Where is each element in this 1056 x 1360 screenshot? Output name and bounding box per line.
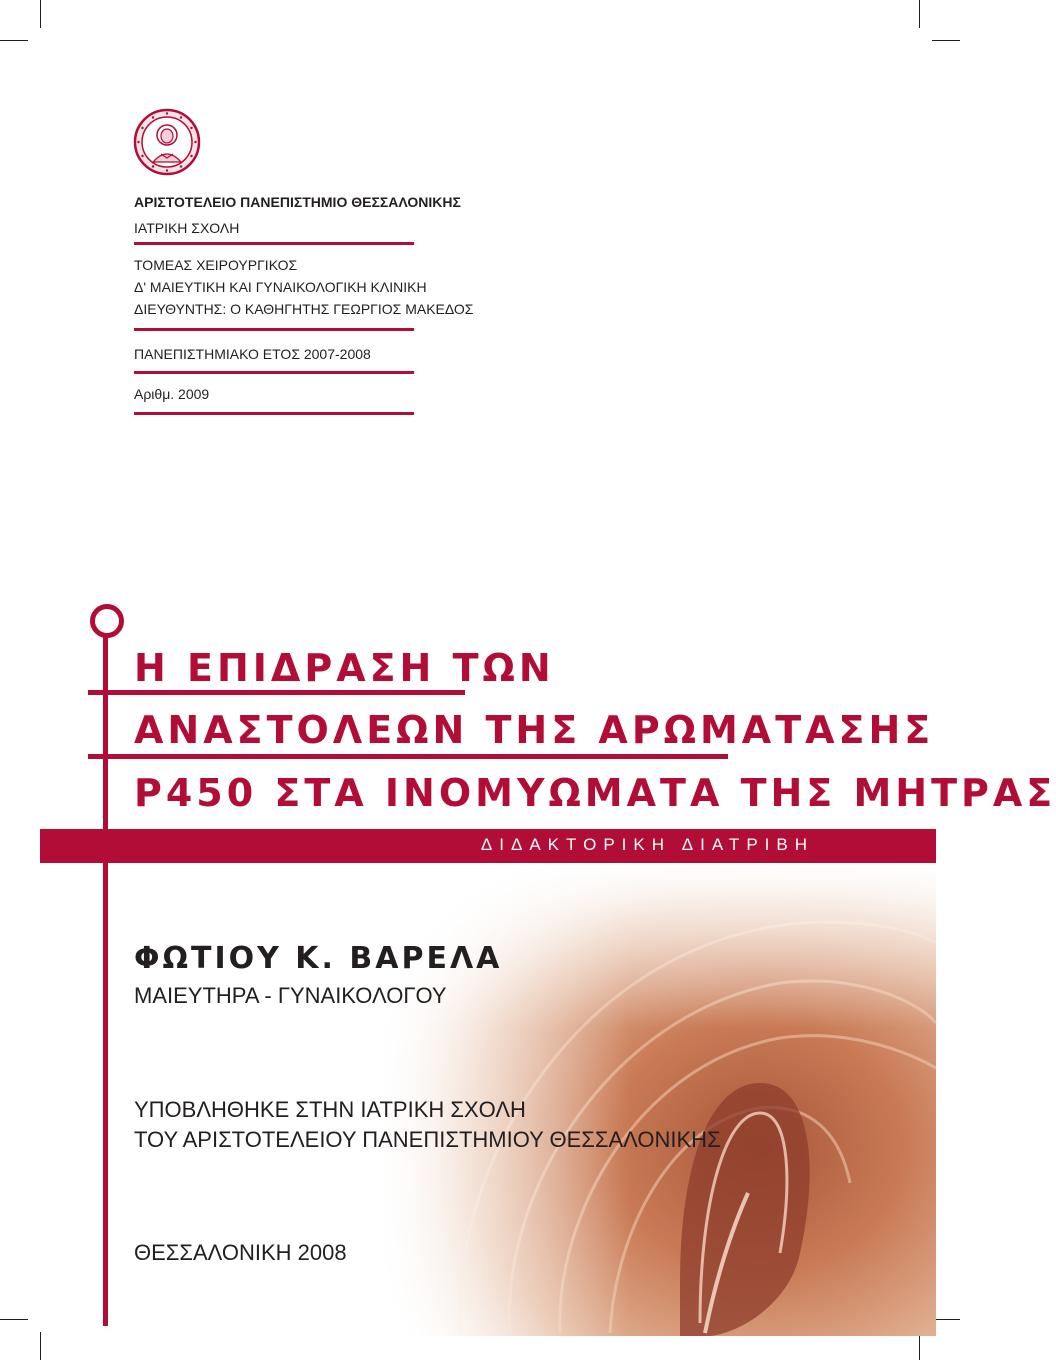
author-name: ΦΩΤΙΟΥ Κ. ΒΑΡΕΛΑ xyxy=(134,941,503,976)
header-divider xyxy=(134,412,414,415)
submission-line-1: ΥΠΟΒΛΗΘΗΚΕ ΣΤΗΝ ΙΑΤΡΙΚΗ ΣΧΟΛΗ xyxy=(134,1097,526,1122)
director-line: ΔΙΕΥΘΥΝΤΗΣ: Ο ΚΑΘΗΓΗΤΗΣ ΓΕΩΡΓΙΟΣ ΜΑΚΕΔΟΣ xyxy=(134,301,474,317)
header-divider xyxy=(134,328,414,331)
thesis-type-band xyxy=(40,829,936,863)
header-divider xyxy=(134,371,414,374)
title-underline xyxy=(88,690,465,695)
ring-ornament xyxy=(90,604,124,638)
university-name: ΑΡΙΣΤΟΤΕΛΕΙΟ ΠΑΝΕΠΙΣΤΗΜΙΟ ΘΕΣΣΑΛΟΝΙΚΗΣ xyxy=(134,194,461,210)
thesis-type-label: ΔΙΔΑΚΤΟΡΙΚΗ ΔΙΑΤΡΙΒΗ xyxy=(480,835,814,854)
school-name: ΙΑΤΡΙΚΗ ΣΧΟΛΗ xyxy=(134,220,240,236)
crop-mark xyxy=(0,1319,28,1320)
crop-mark xyxy=(932,1319,960,1320)
thesis-number: Αριθμ. 2009 xyxy=(134,386,210,402)
crop-mark xyxy=(919,0,920,28)
title-underline xyxy=(88,754,728,759)
header-divider xyxy=(134,242,414,245)
vertical-rule xyxy=(103,636,108,1326)
crop-mark xyxy=(919,1332,920,1360)
submission-line-2: ΤΟΥ ΑΡΙΣΤΟΤΕΛΕΙΟΥ ΠΑΝΕΠΙΣΤΗΜΙΟΥ ΘΕΣΣΑΛΟΝΙΚΗΣ xyxy=(134,1127,721,1152)
crop-mark xyxy=(40,0,41,28)
clinic-name: Δ' ΜΑΙΕΥΤΙΚΗ ΚΑΙ ΓΥΝΑΙΚΟΛΟΓΙΚΗ ΚΛΙΝΙΚΗ xyxy=(134,279,427,295)
crop-mark xyxy=(0,40,28,41)
academic-year: ΠΑΝΕΠΙΣΤΗΜΙΑΚΟ ΕΤΟΣ 2007-2008 xyxy=(134,346,371,362)
thesis-title-line-2: ΑΝΑΣΤΟΛΕΩΝ ΤΗΣ ΑΡΩΜΑΤΑΣΗΣ xyxy=(134,708,935,752)
university-seal-logo xyxy=(133,108,201,176)
department-name: ΤΟΜΕΑΣ ΧΕΙΡΟΥΡΓΙΚΟΣ xyxy=(134,257,298,273)
place-year: ΘΕΣΣΑΛΟΝΙΚΗ 2008 xyxy=(134,1240,347,1265)
thesis-title-line-1: Η ΕΠΙΔΡΑΣΗ ΤΩΝ xyxy=(134,646,555,690)
thesis-title-line-3: Ρ450 ΣΤΑ ΙΝΟΜΥΩΜΑΤΑ ΤΗΣ ΜΗΤΡΑΣ xyxy=(134,771,1056,815)
crop-mark xyxy=(932,40,960,41)
author-role: ΜΑΙΕΥΤΗΡΑ - ΓΥΝΑΙΚΟΛΟΓΟΥ xyxy=(134,983,447,1008)
crop-mark xyxy=(40,1332,41,1360)
